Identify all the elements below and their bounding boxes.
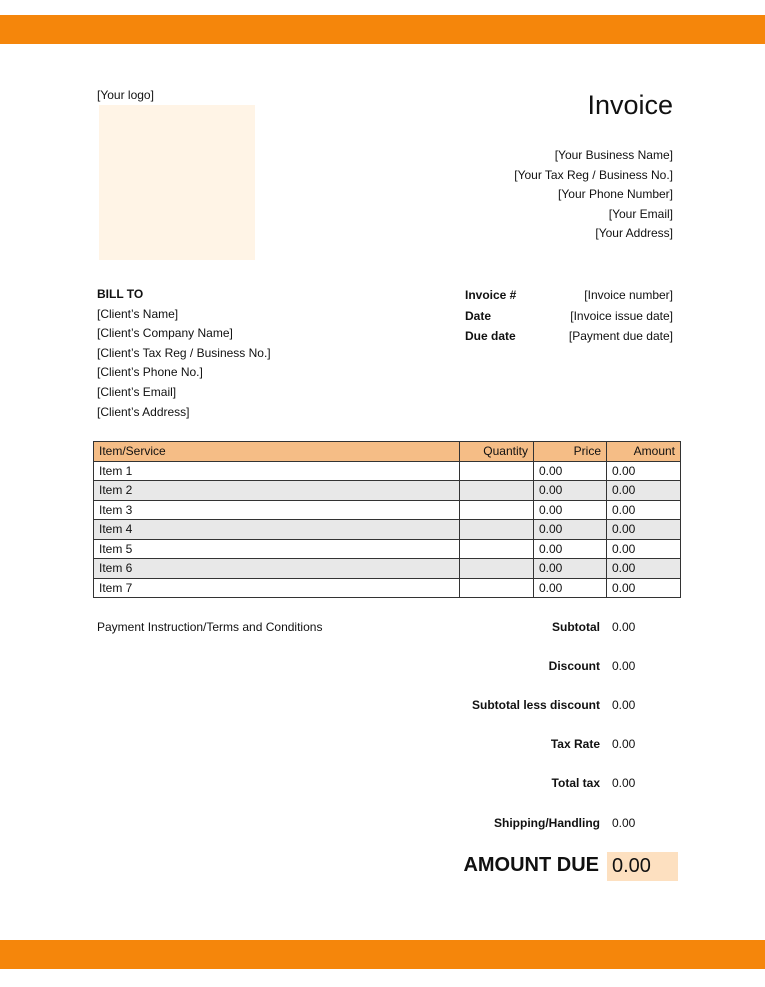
amount-cell[interactable]: 0.00 bbox=[607, 559, 681, 579]
discount-value[interactable]: 0.00 bbox=[612, 659, 636, 673]
bill-to-heading: BILL TO bbox=[97, 287, 144, 301]
logo-label: [Your logo] bbox=[97, 88, 154, 102]
item-cell[interactable]: Item 1 bbox=[94, 461, 460, 481]
total-row-subtotal bbox=[440, 620, 680, 636]
subtotal-label: Subtotal bbox=[552, 620, 600, 634]
terms-label[interactable]: Payment Instruction/Terms and Conditions bbox=[97, 620, 323, 634]
amount-due-row bbox=[440, 852, 680, 881]
items-table-header bbox=[94, 442, 681, 462]
amount-cell[interactable]: 0.00 bbox=[607, 520, 681, 540]
amount-cell[interactable]: 0.00 bbox=[607, 481, 681, 501]
header-quantity: Quantity bbox=[460, 442, 534, 462]
table-row bbox=[94, 500, 681, 520]
discount-label: Discount bbox=[548, 659, 600, 673]
item-cell[interactable]: Item 5 bbox=[94, 539, 460, 559]
total-tax-value: 0.00 bbox=[612, 776, 636, 790]
price-cell[interactable]: 0.00 bbox=[534, 500, 607, 520]
total-row-shipping bbox=[440, 816, 680, 832]
amount-cell[interactable]: 0.00 bbox=[607, 461, 681, 481]
quantity-cell[interactable] bbox=[460, 559, 534, 579]
quantity-cell[interactable] bbox=[460, 500, 534, 520]
invoice-number-value[interactable]: [Invoice number] bbox=[584, 288, 673, 302]
client-name[interactable]: [Client’s Name] bbox=[97, 306, 179, 321]
tax-rate-value[interactable]: 0.00 bbox=[612, 737, 636, 751]
total-tax-label: Total tax bbox=[551, 776, 600, 790]
amount-cell[interactable]: 0.00 bbox=[607, 500, 681, 520]
meta-row-invoice-number bbox=[465, 285, 673, 306]
meta-row-due-date bbox=[465, 326, 673, 347]
subtotal-less-discount-value: 0.00 bbox=[612, 698, 636, 712]
total-row-total-tax bbox=[440, 776, 680, 792]
price-cell[interactable]: 0.00 bbox=[534, 461, 607, 481]
item-cell[interactable]: Item 4 bbox=[94, 520, 460, 540]
total-row-tax-rate bbox=[440, 737, 680, 753]
table-row bbox=[94, 481, 681, 501]
amount-cell[interactable]: 0.00 bbox=[607, 578, 681, 598]
top-accent-bar bbox=[0, 15, 765, 44]
table-row bbox=[94, 520, 681, 540]
due-date-label: Due date bbox=[465, 329, 516, 343]
invoice-number-label: Invoice # bbox=[465, 288, 517, 302]
price-cell[interactable]: 0.00 bbox=[534, 578, 607, 598]
invoice-meta bbox=[465, 285, 673, 347]
business-tax-reg[interactable]: [Your Tax Reg / Business No.] bbox=[514, 167, 673, 182]
price-cell[interactable]: 0.00 bbox=[534, 481, 607, 501]
client-phone[interactable]: [Client’s Phone No.] bbox=[97, 365, 203, 380]
quantity-cell[interactable] bbox=[460, 578, 534, 598]
header-amount: Amount bbox=[607, 442, 681, 462]
client-email[interactable]: [Client’s Email] bbox=[97, 384, 177, 399]
date-label: Date bbox=[465, 308, 492, 323]
bill-to-section bbox=[97, 285, 271, 422]
business-name[interactable]: [Your Business Name] bbox=[554, 148, 673, 162]
quantity-cell[interactable] bbox=[460, 539, 534, 559]
client-tax-reg[interactable]: [Client’s Tax Reg / Business No.] bbox=[97, 345, 271, 360]
bottom-accent-bar bbox=[0, 940, 765, 969]
shipping-label: Shipping/Handling bbox=[494, 816, 600, 830]
business-info bbox=[514, 146, 673, 244]
price-cell[interactable]: 0.00 bbox=[534, 539, 607, 559]
item-cell[interactable]: Item 2 bbox=[94, 481, 460, 501]
header-item-service: Item/Service bbox=[94, 442, 460, 462]
item-cell[interactable]: Item 3 bbox=[94, 500, 460, 520]
meta-row-date bbox=[465, 306, 673, 327]
quantity-cell[interactable] bbox=[460, 520, 534, 540]
subtotal-less-discount-label: Subtotal less discount bbox=[471, 698, 600, 712]
total-row-discount bbox=[440, 659, 680, 675]
business-email[interactable]: [Your Email] bbox=[608, 206, 673, 221]
due-date-value[interactable]: [Payment due date] bbox=[568, 329, 673, 343]
business-phone[interactable]: [Your Phone Number] bbox=[558, 187, 673, 201]
quantity-cell[interactable] bbox=[460, 461, 534, 481]
price-cell[interactable]: 0.00 bbox=[534, 559, 607, 579]
amount-cell[interactable]: 0.00 bbox=[607, 539, 681, 559]
date-value[interactable]: [Invoice issue date] bbox=[570, 308, 673, 323]
item-cell[interactable]: Item 6 bbox=[94, 559, 460, 579]
price-cell[interactable]: 0.00 bbox=[534, 520, 607, 540]
table-row bbox=[94, 461, 681, 481]
business-address[interactable]: [Your Address] bbox=[595, 226, 673, 240]
table-row bbox=[94, 559, 681, 579]
tax-rate-label: Tax Rate bbox=[550, 737, 600, 751]
subtotal-value: 0.00 bbox=[612, 620, 636, 634]
table-row bbox=[94, 578, 681, 598]
item-cell[interactable]: Item 7 bbox=[94, 578, 460, 598]
client-company[interactable]: [Client’s Company Name] bbox=[97, 326, 233, 341]
quantity-cell[interactable] bbox=[460, 481, 534, 501]
table-row bbox=[94, 539, 681, 559]
amount-due-value: 0.00 bbox=[607, 852, 678, 881]
shipping-value[interactable]: 0.00 bbox=[612, 816, 636, 830]
client-address[interactable]: [Client’s Address] bbox=[97, 404, 190, 419]
logo-placeholder[interactable] bbox=[99, 105, 255, 260]
items-table bbox=[93, 441, 681, 598]
invoice-title: Invoice bbox=[587, 90, 673, 120]
amount-due-label: AMOUNT DUE bbox=[463, 854, 599, 876]
total-row-subtotal-less-discount bbox=[440, 698, 680, 714]
header-price: Price bbox=[534, 442, 607, 462]
